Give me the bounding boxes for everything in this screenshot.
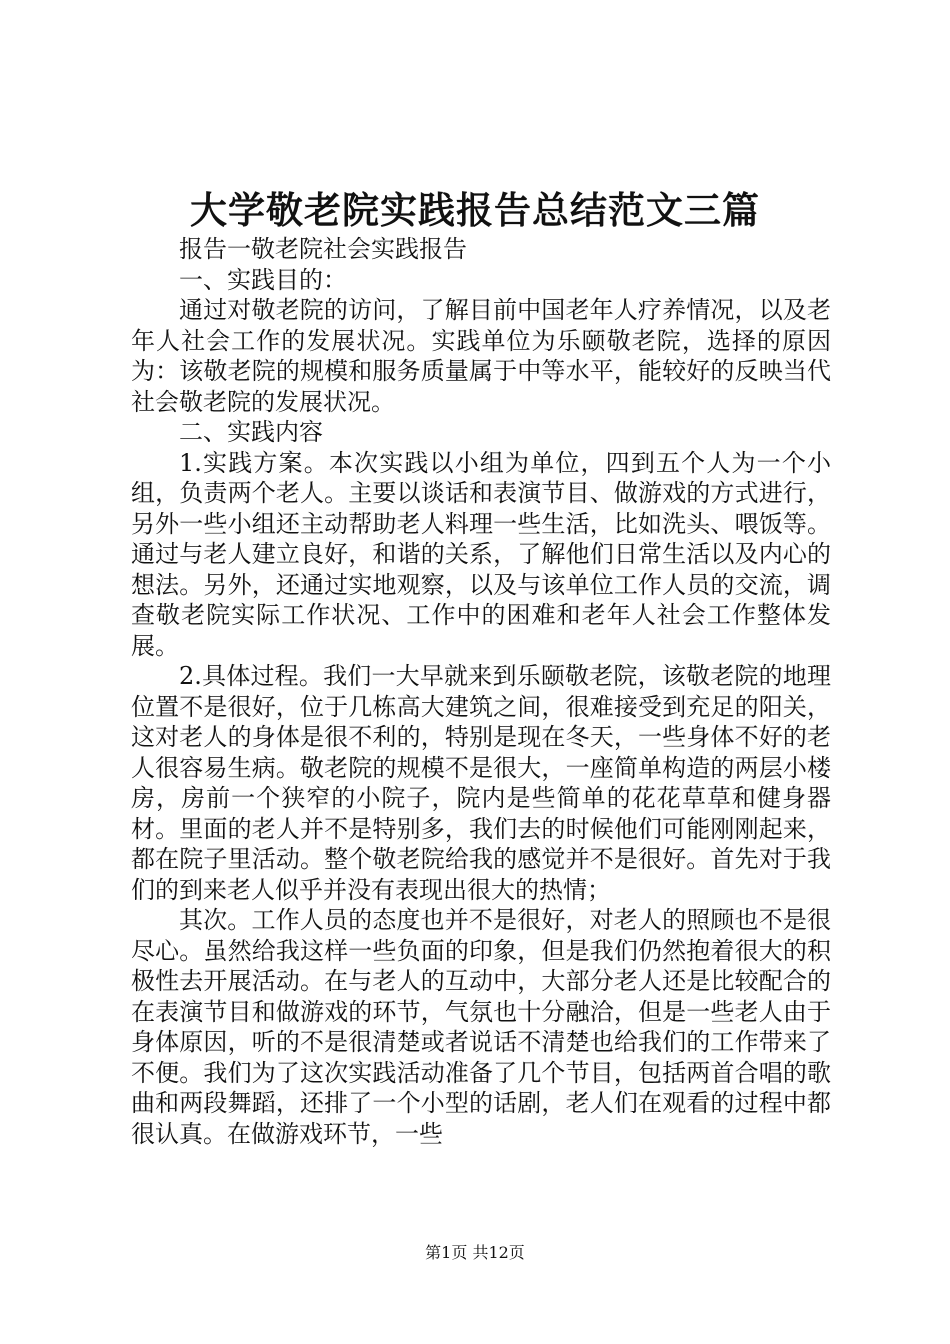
document-title: 大学敬老院实践报告总结范文三篇 bbox=[190, 188, 760, 232]
page-footer: 第1页 共12页 bbox=[425, 1243, 525, 1262]
section-heading-content: 二、实践内容 bbox=[179, 418, 323, 446]
paragraph-secondly: 其次。工作人员的态度也并不是很好，对老人的照顾也不是很尽心。虽然给我这样一些负面的印象，但是我们仍然抱着很大的积极性去开展活动。在与老人的互动中，大部分老人还是比较配合的在表演节目和做游戏的环节，气氛也十分融洽，但是一些老人由于身体原因，听的不是很清楚或者说话不清楚也给我们的工作带来了不便。我们为了这次实践活动准备了几个节目，包括两首合唱的歌曲和两段舞蹈，还排了一个小型的话剧，老人们在观看的过程中都很认真。在做游戏环节，一些 bbox=[131, 906, 831, 1148]
paragraph-process: 2.具体过程。我们一大早就来到乐颐敬老院，该敬老院的地理位置不是很好，位于几栋高大建筑之间，很难接受到充足的阳关，这对老人的身体是很不利的，特别是现在冬天，一些身体不好的老人很容易生病。敬老院的规模不是很大，一座简单构造的两层小楼房，房前一个狭窄的小院子，院内是些简单的花花草草和健身器材。里面的老人并不是特别多，我们去的时候他们可能刚刚起来，都在院子里活动。整个敬老院给我的感觉并不是很好。首先对于我们的到来老人似乎并没有表现出很大的热情； bbox=[131, 662, 831, 904]
document-body bbox=[131, 234, 831, 1149]
paragraph-purpose: 通过对敬老院的访问，了解目前中国老年人疗养情况，以及老年人社会工作的发展状况。实践单位为乐颐敬老院，选择的原因为：该敬老院的规模和服务质量属于中等水平，能较好的反映当代社会敬老院的发展状况。 bbox=[131, 296, 831, 416]
paragraph-plan: 1.实践方案。本次实践以小组为单位，四到五个人为一个小组，负责两个老人。主要以谈话和表演节目、做游戏的方式进行，另外一些小组还主动帮助老人料理一些生活，比如洗头、喂饭等。通过与老人建立良好，和谐的关系，了解他们日常生活以及内心的想法。另外，还通过实地观察，以及与该单位工作人员的交流，调查敬老院实际工作状况、工作中的困难和老年人社会工作整体发展。 bbox=[131, 448, 831, 660]
report-heading: 报告一敬老院社会实践报告 bbox=[179, 235, 467, 263]
section-heading-purpose: 一、实践目的： bbox=[179, 265, 347, 294]
